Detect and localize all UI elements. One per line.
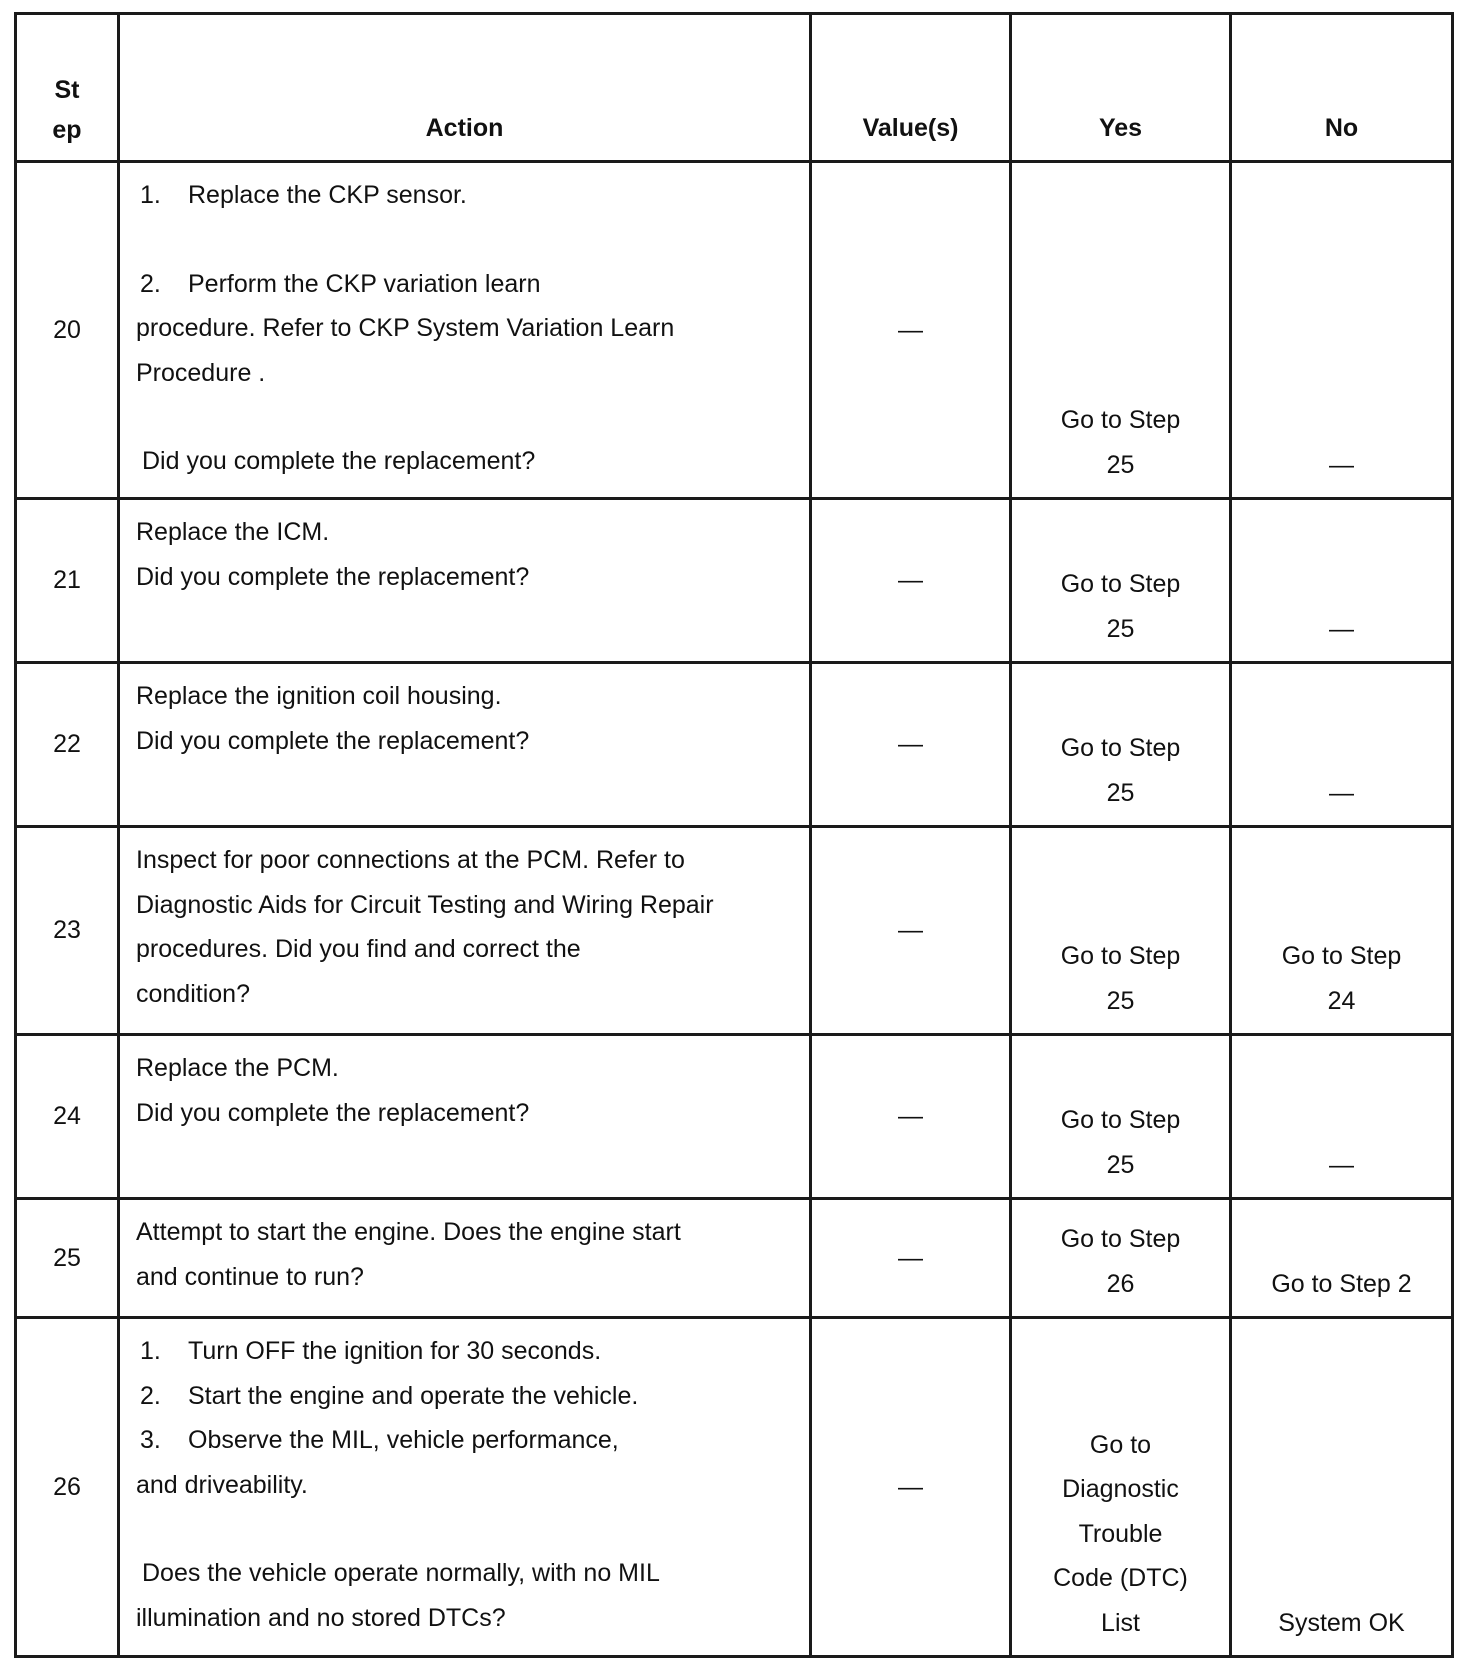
step-number: 24 xyxy=(16,1035,119,1199)
value-cell: — xyxy=(811,827,1011,1035)
action-cell: Replace the ICM. Did you complete the replacement? xyxy=(119,499,811,663)
no-cell: — xyxy=(1231,663,1453,827)
action-cell: Replace the PCM. Did you complete the replacement? xyxy=(119,1035,811,1199)
header-action: Action xyxy=(119,14,811,162)
table-row xyxy=(16,827,1453,1035)
no-cell[interactable]: Go to Step 2 xyxy=(1231,1199,1453,1318)
action-cell: Inspect for poor connections at the PCM. Refer to Diagnostic Aids for Circuit Testing and Wiring Repair procedures. Did you find and correct the condition? xyxy=(119,827,811,1035)
value-cell: — xyxy=(811,663,1011,827)
header-row xyxy=(16,14,1453,162)
no-cell: — xyxy=(1231,499,1453,663)
value-cell: — xyxy=(811,1318,1011,1657)
action-cell: 1. Turn OFF the ignition for 30 seconds. 2. Start the engine and operate the vehicle. 3. Observe the MIL, vehicle performance, and driveability. Does the vehicle operate normally, with no MIL illumination and no stored DTCs? xyxy=(119,1318,811,1657)
step-number: 25 xyxy=(16,1199,119,1318)
no-cell[interactable]: Go to Step 24 xyxy=(1231,827,1453,1035)
header-values: Value(s) xyxy=(811,14,1011,162)
step-number: 26 xyxy=(16,1318,119,1657)
no-cell: System OK xyxy=(1231,1318,1453,1657)
diagnostic-table xyxy=(14,12,1454,1658)
value-cell: — xyxy=(811,162,1011,499)
table-row xyxy=(16,1035,1453,1199)
step-number: 21 xyxy=(16,499,119,663)
table-row xyxy=(16,663,1453,827)
table-row xyxy=(16,499,1453,663)
table-row xyxy=(16,1318,1453,1657)
no-cell: — xyxy=(1231,1035,1453,1199)
header-step: St ep xyxy=(16,14,119,162)
action-cell: Attempt to start the engine. Does the engine start and continue to run? xyxy=(119,1199,811,1318)
value-cell: — xyxy=(811,1199,1011,1318)
yes-cell[interactable]: Go to Step 25 xyxy=(1011,499,1231,663)
step-number: 23 xyxy=(16,827,119,1035)
step-number: 20 xyxy=(16,162,119,499)
yes-cell[interactable]: Go to Step 26 xyxy=(1011,1199,1231,1318)
table-row xyxy=(16,162,1453,499)
yes-cell[interactable]: Go to Step 25 xyxy=(1011,663,1231,827)
value-cell: — xyxy=(811,499,1011,663)
action-cell: Replace the ignition coil housing. Did you complete the replacement? xyxy=(119,663,811,827)
value-cell: — xyxy=(811,1035,1011,1199)
header-yes: Yes xyxy=(1011,14,1231,162)
yes-cell[interactable]: Go to Step 25 xyxy=(1011,827,1231,1035)
step-number: 22 xyxy=(16,663,119,827)
yes-cell[interactable]: Go to Step 25 xyxy=(1011,162,1231,499)
action-cell: 1. Replace the CKP sensor. 2. Perform the CKP variation learn procedure. Refer to CKP System Variation Learn Procedure . Did you complete the replacement? xyxy=(119,162,811,499)
yes-cell[interactable]: Go to Diagnostic Trouble Code (DTC) List xyxy=(1011,1318,1231,1657)
yes-cell[interactable]: Go to Step 25 xyxy=(1011,1035,1231,1199)
no-cell: — xyxy=(1231,162,1453,499)
header-no: No xyxy=(1231,14,1453,162)
table-row xyxy=(16,1199,1453,1318)
